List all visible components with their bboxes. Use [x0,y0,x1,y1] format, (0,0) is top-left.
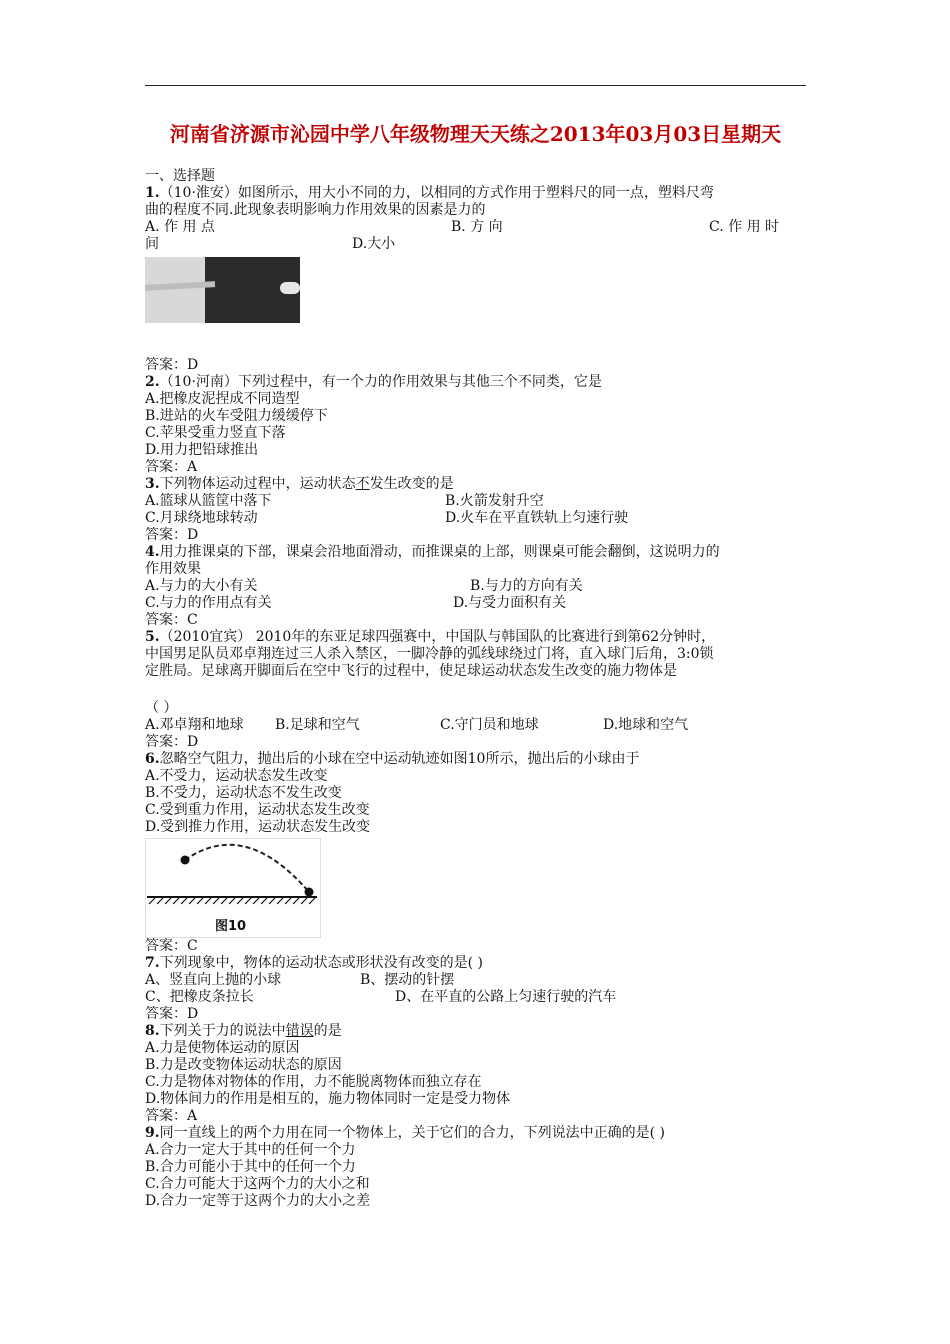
question-8-answer: 答案：A [145,1108,198,1124]
ruler-bending-photo [145,257,300,323]
option-d: D.与受力面积有关 [453,595,567,611]
question-8-stem: 8.下列关于力的说法中错误的是 [145,1023,342,1039]
option-a: A. 作 用 点 [145,219,215,235]
question-2-stem: 2.（10·河南）下列过程中，有一个力的作用效果与其他三个不同类，它是 [145,374,602,390]
option-b: B、摆动的针摆 [360,972,455,988]
question-7-answer: 答案：D [145,1006,199,1022]
ball-end [305,888,314,897]
option-d: D.大小 [352,236,396,252]
option-c: C.与力的作用点有关 [145,595,272,611]
option-d: D.物体间力的作用是相互的，施力物体同时一定是受力物体 [145,1091,511,1107]
question-1-answer: 答案：D [145,357,199,373]
option-c: C.苹果受重力竖直下落 [145,425,286,441]
projectile-trajectory-figure [145,838,321,938]
question-6-answer: 答案：C [145,938,198,954]
option-d: D.用力把铅球推出 [145,442,259,458]
section-heading: 一、选择题 [145,168,215,184]
figure-caption: 图10 [215,919,247,934]
page-title: 河南省济源市沁园中学八年级物理天天练之2013年03月03日星期天 [169,122,782,146]
question-6-stem: 6.忽略空气阻力，抛出后的小球在空中运动轨迹如图10所示，抛出后的小球由于 [145,751,640,767]
option-c: C、把橡皮条拉长 [145,989,254,1005]
option-a: A.不受力，运动状态发生改变 [145,768,328,784]
option-b: B.火箭发射升空 [445,493,544,509]
option-c: C.守门员和地球 [440,717,539,733]
option-b: B.合力可能小于其中的任何一个力 [145,1159,356,1175]
question-3-stem: 3.下列物体运动过程中，运动状态不发生改变的是 [145,476,454,492]
option-a: A.与力的大小有关 [145,578,258,594]
option-b: B.进站的火车受阻力缓缓停下 [145,408,328,424]
option-a: A、竖直向上抛的小球 [145,972,282,988]
option-d: D.火车在平直铁轨上匀速行驶 [445,510,629,526]
question-7-stem: 7.下列现象中，物体的运动状态或形状没有改变的是( ) [145,955,483,971]
option-c: C.月球绕地球转动 [145,510,258,526]
answer-parentheses: （ ） [145,700,178,716]
question-2-answer: 答案：A [145,459,198,475]
option-b: B.足球和空气 [275,717,360,733]
question-1-options-row2: 间 D.大小 [145,236,396,252]
ball-start [181,856,190,865]
option-c: C.合力可能大于这两个力的大小之和 [145,1176,370,1192]
option-c: C.力是物体对物体的作用，力不能脱离物体而独立存在 [145,1074,482,1090]
question-9-stem: 9.同一直线上的两个力用在同一个物体上，关于它们的合力，下列说法中正确的是( ) [145,1125,665,1141]
option-d: D.受到推力作用，运动状态发生改变 [145,819,371,835]
option-a: A.力是使物体运动的原因 [145,1040,300,1056]
question-3-answer: 答案：D [145,527,199,543]
option-a: A.合力一定大于其中的任何一个力 [145,1142,356,1158]
option-c: C.受到重力作用，运动状态发生改变 [145,802,370,818]
question-5-answer: 答案：D [145,734,199,750]
option-d: D.地球和空气 [603,717,689,733]
option-a: A.把橡皮泥捏成不同造型 [145,391,300,407]
question-4-answer: 答案：C [145,612,198,628]
option-b: B.力是改变物体运动状态的原因 [145,1057,342,1073]
option-a: A.邓卓翔和地球 [145,717,244,733]
question-1-options-row1 [145,219,806,236]
option-d: D.合力一定等于这两个力的大小之差 [145,1193,371,1209]
option-b: B.与力的方向有关 [470,578,583,594]
option-a: A.篮球从篮筐中落下 [145,493,272,509]
trajectory-diagram [145,838,321,938]
question-4-stem: 4.用力推课桌的下部，课桌会沿地面滑动，而推课桌的上部，则课桌可能会翻倒，这说明力的 [145,544,720,560]
option-c: C. 作 用 时 [709,219,780,235]
option-d: D、在平直的公路上匀速行驶的汽车 [395,989,617,1005]
question-1-stem: 1.（10·淮安）如图所示，用大小不同的力，以相同的方式作用于塑料尺的同一点，塑料尺弯 [145,185,714,201]
option-b: B.不受力，运动状态不发生改变 [145,785,342,801]
header-rule [145,85,806,86]
option-b: B. 方 向 [451,219,503,235]
document-body: 一、选择题 1.（10·淮安）如图所示，用大小不同的力，以相同的方式作用于塑料尺的同一点，塑料尺弯 曲的程度不同.此现象表明影响力作用效果的因素是力的 A. 作 用 点 B. 方 向 C. 作 用 时 间 D.大小 答案：D 2.（10·河南）下列过程中，有一个力的作用效果与其他三个不同类，它是 A.把橡皮泥捏成不同造型 B.进站的火车受阻力缓缓停下 C.苹果受重力竖直下落 D.用力把铅球推出 答案：A 3.下列物体运动过程中，运动状态不发生改变的是 A.篮球从篮筐中落下 B.火箭发射升空 C.月球绕地球转动 D.火车在平直铁轨上匀速行驶 答案：D 4.用力推课桌的下部，课桌会沿地面滑动，而推课桌的上部，则课桌可能会翻倒，这说明力的 作用效果 A.与力的大小有关 B.与力的方向有关 C.与力的作用点有关 D.与受力面积有关 答案：C 5.（2010宜宾） 2010年的东亚足球四强赛中，中国队与韩国队的比赛进行到第62分钟时， 中国男足队员邓卓翔连过三人杀入禁区，一脚冷静的弧线球绕过门将，直入球门后角，3:0锁 定胜局。足球离开脚面后在空中飞行的过程中，使足球运动状态发生改变的施力物体是 （ ） A.邓卓翔和地球 B.足球和空气 C.守门员和地球 D.地球和空气 答案：D 6.忽略空气阻力，抛出后的小球在空中运动轨迹如图10所示，抛出后的小球由于 A.不受力，运动状态发生改变 B.不受力，运动状态不发生改变 C.受到重力作用，运动状态发生改变 D.受到推力作用，运动状态发生改变 图10 答案：C 7.下列现象中，物体的运动状态或形状没有改变的是( ) A、竖直向上抛的小球 B、摆动的针摆 C、把橡皮条拉长 D、在平直的公路上匀速行驶的汽车 答案：D 8.下列关于力的说法中错误的是 A.力是使物体运动的原因 B.力是改变物体运动状态的原因 C.力是物体对物体的作用，力不能脱离物体而独立存在 D.物体间力的作用是相互的，施力物体同时一定是受力物体 答案：A 9.同一直线上的两个力用在同一个物体上，关于它们的合力，下列说法中正确的是( ) A.合力一定大于其中的任何一个力 B.合力可能小于其中的任何一个力 C.合力可能大于这两个力的大小之和 D.合力一定等于这两个力的大小之差 [145,168,806,1210]
question-5-stem: 5.（2010宜宾） 2010年的东亚足球四强赛中，中国队与韩国队的比赛进行到第62分钟时， [145,629,716,645]
question-1-stem-cont: 曲的程度不同.此现象表明影响力作用效果的因素是力的 [145,202,486,218]
